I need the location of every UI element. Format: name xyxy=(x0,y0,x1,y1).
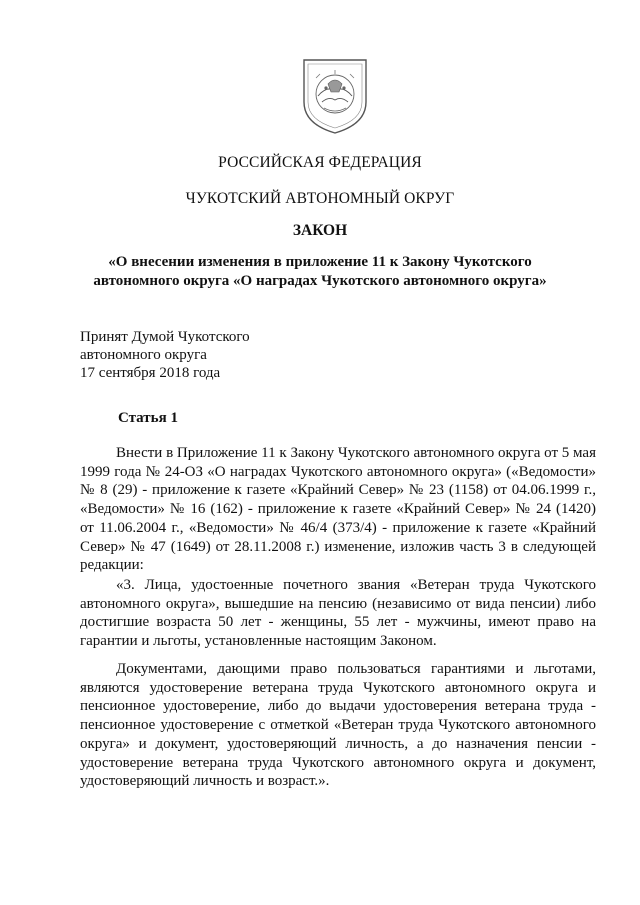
article-paragraph-1: Внести в Приложение 11 к Закону Чукотского автономного округа от 5 мая 1999 года № 24-ОЗ «О наградах Чукотского автономного округа» («Ведомости» № 8 (29) - приложение к газете «Крайний Север» № 23 (1158) от 04.06.1999 г., «Ведомости» № 16 (162) - приложение к газете «Крайний Север» № 24 (1420) от 11.06.2004 г., «Ведомости» № 46/4 (373/4) - приложение к газете «Крайний Север» № 47 (1649) от 28.11.2008 г.) изменение, изложив часть 3 в следующей редакции: xyxy=(80,445,596,574)
adoption-line2: автономного округа xyxy=(80,347,207,363)
coat-of-arms-icon xyxy=(298,56,372,136)
adoption-info xyxy=(80,328,250,382)
country-heading: РОССИЙСКАЯ ФЕДЕРАЦИЯ xyxy=(218,154,422,171)
region-heading: ЧУКОТСКИЙ АВТОНОМНЫЙ ОКРУГ xyxy=(185,190,455,207)
law-title-line1: «О внесении изменения в приложение 11 к Закону Чукотского xyxy=(108,254,532,270)
document-type: ЗАКОН xyxy=(292,222,348,239)
adoption-date: 17 сентября 2018 года xyxy=(80,365,221,381)
article-paragraph-3: Документами, дающими право пользоваться гарантиями и льготами, являются удостоверение ветерана труда Чукотского автономного округа и пенсионное удостоверение, либо до выдачи удостоверения ветерана труда - пенсионное удостоверение с отметкой «Ветеран труда Чукотского автономного округа» и документ, удостоверяющий личность, а до назначения пенсии - удостоверение ветерана труда Чукотского автономного округа и документ, удостоверяющий личность и возраст.». xyxy=(80,661,596,790)
article-title: Статья 1 xyxy=(118,410,178,426)
adoption-line1: Принят Думой Чукотского xyxy=(80,329,250,345)
law-title xyxy=(0,253,640,291)
law-title-line2: автономного округа «О наградах Чукотского автономного округа» xyxy=(93,273,547,289)
article-paragraph-2: «3. Лица, удостоенные почетного звания «Ветеран труда Чукотского автономного округа», вышедшие на пенсию (независимо от вида пенсии) либо достигшие возраста 50 лет - женщины, 55 лет - мужчины, имеют право на гарантии и льготы, установленные настоящим Законом. xyxy=(80,577,596,650)
